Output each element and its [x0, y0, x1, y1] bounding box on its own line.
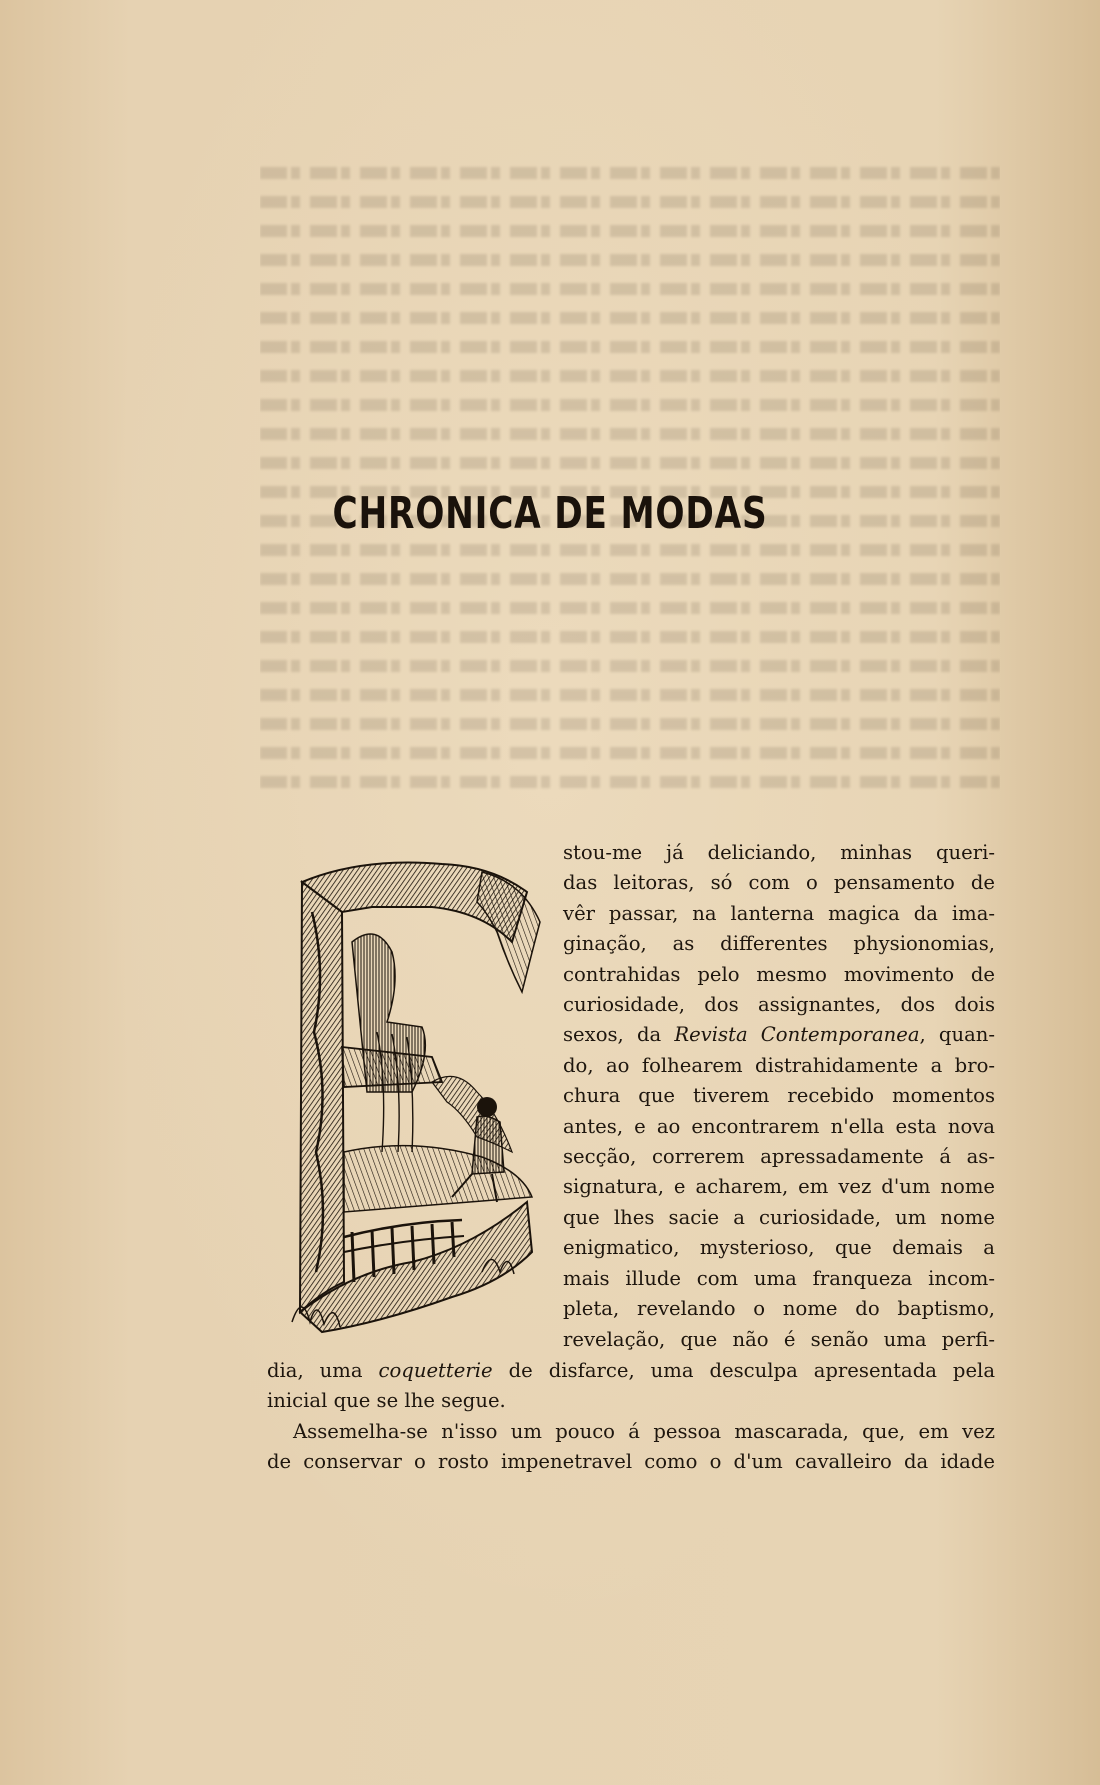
text-line [563, 1112, 995, 1142]
line-text: secção, correrem apressadamente á as- [563, 1145, 995, 1169]
line-text: dia, uma [267, 1359, 379, 1382]
line-text: mais illude com uma franqueza incom- [563, 1266, 995, 1290]
text-line [563, 1142, 995, 1172]
text-line [563, 990, 995, 1020]
page-title: CHRONICA DE MODAS [332, 488, 768, 539]
text-line [563, 1172, 995, 1202]
line-text: enigmatico, mysterioso, que demais a [563, 1236, 995, 1260]
line-text: Assemelha-se n'isso um pouco á pessoa mascarada, que, em vez [293, 1419, 995, 1443]
line-text: que lhes sacie a curiosidade, um nome [563, 1205, 995, 1229]
line-text: , quan- [919, 1023, 996, 1047]
line-text: do, ao folhearem distrahidamente a bro- [563, 1053, 995, 1077]
text-line [563, 1051, 995, 1081]
full-width-text-column [267, 1356, 995, 1478]
text-line [563, 1020, 995, 1050]
line-text: stou-me já deliciando, minhas queri- [563, 841, 995, 864]
line-text: de disfarce, uma desculpa apresentada pela [492, 1359, 995, 1382]
text-line [267, 1386, 995, 1416]
text-line [563, 960, 995, 990]
line-text: chura que tiverem recebido momentos [563, 1084, 995, 1108]
line-text: inicial que se lhe segue. [267, 1389, 506, 1413]
bleed-through-texture [260, 150, 1000, 810]
text-line [563, 899, 995, 929]
line-text: pleta, revelando o nome do baptismo, [563, 1297, 995, 1321]
line-text: das leitoras, só com o pensamento de [563, 871, 995, 895]
text-line [563, 838, 995, 868]
line-text: de conservar o rosto impenetravel como o d'um cavalleiro da idade [267, 1450, 995, 1474]
line-text: curiosidade, dos assignantes, dos dois [563, 993, 995, 1017]
line-text: sexos, da [563, 1023, 675, 1047]
italic-text: Revista Contemporanea [674, 1023, 920, 1047]
text-line [563, 868, 995, 898]
text-line [563, 1264, 995, 1294]
wrapped-text-column [563, 838, 995, 1355]
engraving-svg [282, 852, 542, 1342]
text-line [267, 1447, 995, 1477]
line-text: contrahidas pelo mesmo movimento de [563, 962, 995, 986]
line-text: signatura, e acharem, em vez d'um nome [563, 1175, 995, 1199]
text-line [563, 1081, 995, 1111]
text-line [563, 1294, 995, 1324]
text-line [563, 1203, 995, 1233]
text-line [563, 1325, 995, 1355]
text-line [563, 929, 995, 959]
decorated-initial-illustration [282, 852, 542, 1342]
text-line [267, 1417, 995, 1447]
line-text: antes, e ao encontrarem n'ella esta nova [563, 1114, 995, 1138]
text-line [267, 1356, 995, 1386]
line-text: ginação, as differentes physionomias, [563, 932, 995, 956]
line-text: revelação, que não é senão uma perfi- [563, 1327, 995, 1351]
text-line [563, 1233, 995, 1263]
italic-text: coquetterie [378, 1359, 493, 1382]
line-text: vêr passar, na lanterna magica da ima- [563, 901, 995, 925]
